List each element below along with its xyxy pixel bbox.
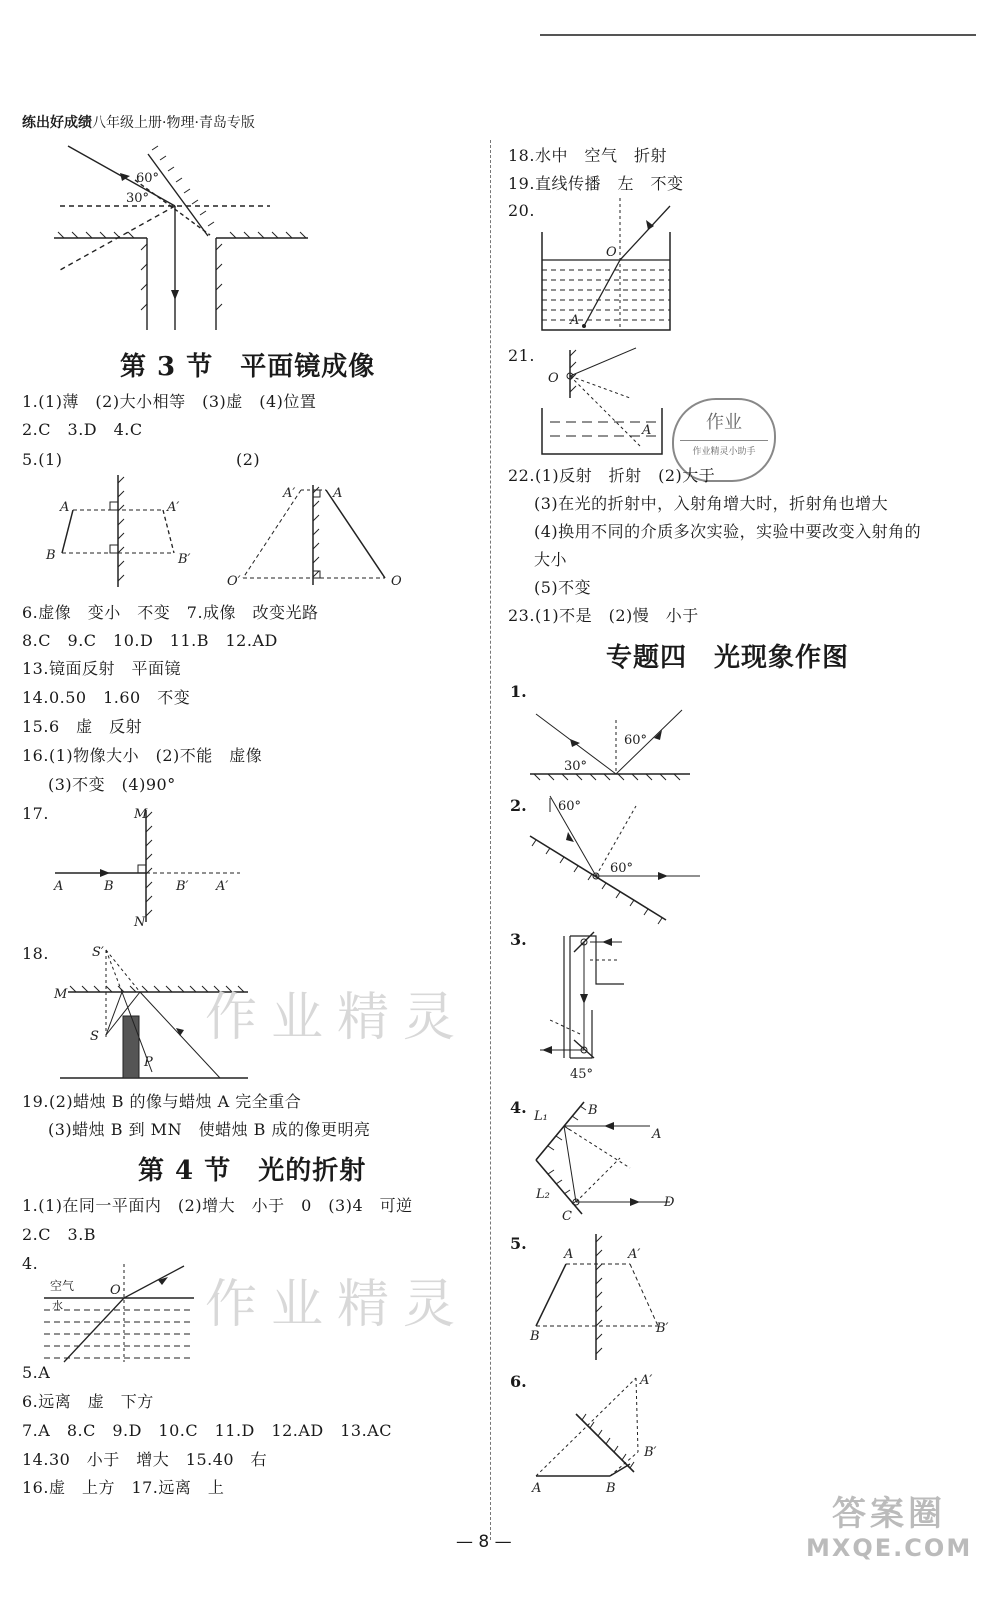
- topic3-45: 45°: [570, 1067, 594, 1082]
- s3-line-14: 19.(2)蜡烛 B 的像与蜡烛 A 完全重合: [22, 1092, 302, 1111]
- s3-line-12: 17.: [22, 804, 49, 823]
- topic4-D: D: [664, 1195, 675, 1210]
- figure-5-1: [40, 475, 210, 595]
- fig20-A: A: [570, 313, 580, 328]
- figure-20: [540, 198, 690, 338]
- header-rest: 八年级上册·物理·青岛专版: [92, 115, 255, 131]
- topic5-Ap: A′: [628, 1247, 641, 1262]
- s3-line-5: 6.虚像 变小 不变 7.成像 改变光路: [22, 603, 319, 622]
- s3-line-6: 8.C 9.C 10.D 11.B 12.AD: [22, 631, 278, 650]
- topic-num-6: 6.: [510, 1372, 527, 1391]
- fig18-Sp: S′: [92, 945, 104, 960]
- topic2-60b: 60°: [610, 861, 634, 876]
- header: [22, 112, 255, 132]
- r-line-9: (5)不变: [534, 578, 592, 597]
- topic6-Bp: B′: [644, 1445, 657, 1460]
- fig5-2-A: A: [333, 486, 343, 501]
- fig5-2-Op: O′: [227, 574, 241, 589]
- fig1-angle-60: 60°: [136, 171, 160, 186]
- topic-num-1: 1.: [510, 682, 527, 701]
- s3-line-3: 5.(1): [22, 450, 63, 469]
- fig18-S: S: [90, 1029, 99, 1044]
- r-line-3: 20.: [508, 201, 535, 220]
- s4-line-7: 14.30 小于 增大 15.40 右: [22, 1450, 268, 1469]
- r-line-4: 21.: [508, 346, 535, 365]
- s3-line-7: 13.镜面反射 平面镜: [22, 659, 181, 678]
- fig17-N: N: [134, 915, 146, 930]
- topic-figure-2: [530, 796, 710, 926]
- r-line-2: 19.直线传播 左 不变: [508, 174, 684, 193]
- topic4-A: A: [652, 1127, 662, 1142]
- fig5-2-Ap: A′: [283, 486, 296, 501]
- topic-figure-5: [530, 1234, 690, 1364]
- watermark-2: 作业精灵: [205, 1275, 470, 1335]
- topic5-B: B: [530, 1329, 540, 1344]
- topic-figure-6: [530, 1372, 690, 1502]
- s4-line-2: 2.C 3.B: [22, 1225, 97, 1244]
- topic1-30: 30°: [564, 759, 588, 774]
- fig5-1-Bp: B′: [178, 552, 191, 567]
- s3-line-1: 1.(1)薄 (2)大小相等 (3)虚 (4)位置: [22, 392, 317, 411]
- header-bold: 练出好成绩: [22, 115, 92, 131]
- section-4-title: 第 4 节 光的折射: [138, 1156, 367, 1186]
- figure-s4-4: [44, 1258, 204, 1368]
- s4-line-4: 5.A: [22, 1363, 51, 1382]
- topic-num-3: 3.: [510, 930, 527, 949]
- s3-line-8: 14.0.50 1.60 不变: [22, 688, 191, 707]
- topic-num-4: 4.: [510, 1098, 527, 1117]
- site-logo-line2: MXQE.COM: [806, 1534, 973, 1562]
- figure-21: [540, 346, 680, 466]
- fig-s4-air: 空气: [50, 1279, 75, 1293]
- fig18-M: M: [54, 987, 68, 1002]
- fig17-A: A: [54, 879, 64, 894]
- topic5-A: A: [564, 1247, 574, 1262]
- watermark-1: 作业精灵: [205, 988, 470, 1048]
- s4-line-1: 1.(1)在同一平面内 (2)增大 小于 0 (3)4 可逆: [22, 1196, 413, 1215]
- topic6-B: B: [606, 1481, 616, 1496]
- s3-line-15: (3)蜡烛 B 到 MN 使蜡烛 B 成的像更明亮: [48, 1120, 371, 1139]
- figure-shaft-mirror: [40, 140, 340, 340]
- r-line-8: 大小: [534, 550, 568, 569]
- s3-line-13: 18.: [22, 944, 49, 963]
- s3-line-4: (2): [236, 450, 261, 469]
- s4-line-5: 6.远离 虚 下方: [22, 1392, 154, 1411]
- fig17-Ap: A′: [216, 879, 229, 894]
- r-line-7: (4)换用不同的介质多次实验，实验中要改变入射角的: [534, 522, 922, 541]
- r-line-10: 23.(1)不是 (2)慢 小于: [508, 606, 699, 625]
- s3-line-2: 2.C 3.D 4.C: [22, 420, 143, 439]
- s4-line-3: 4.: [22, 1254, 39, 1273]
- stamp-bottom: 作业精灵小助手: [680, 440, 768, 457]
- fig5-1-Ap: A′: [167, 500, 180, 515]
- fig17-M: M: [134, 807, 148, 822]
- fig18-P: P: [144, 1055, 153, 1070]
- s4-line-8: 16.虚 上方 17.远离 上: [22, 1478, 225, 1497]
- topic4-L2: L₂: [536, 1187, 550, 1202]
- topic-figure-3: [530, 930, 650, 1090]
- figure-5-2: [225, 475, 415, 595]
- r-line-1: 18.水中 空气 折射: [508, 146, 667, 165]
- topic-num-2: 2.: [510, 796, 527, 815]
- topic4-B: B: [588, 1103, 598, 1118]
- fig5-1-A: A: [60, 500, 70, 515]
- column-divider: [490, 140, 491, 1540]
- topic6-A: A: [532, 1481, 542, 1496]
- topic-title: 专题四 光现象作图: [606, 643, 850, 673]
- fig5-2-O: O: [391, 574, 402, 589]
- s4-line-6: 7.A 8.C 9.D 10.C 11.D 12.AD 13.AC: [22, 1421, 392, 1440]
- r-line-6: (3)在光的折射中，入射角增大时，折射角也增大: [534, 494, 889, 513]
- topic1-60: 60°: [624, 733, 648, 748]
- site-logo: [806, 1494, 972, 1562]
- header-rule: [540, 34, 976, 36]
- stamp-top: 作业: [706, 412, 742, 433]
- fig17-B: B: [104, 879, 114, 894]
- fig1-angle-30: 30°: [126, 191, 150, 206]
- s3-line-9: 15.6 虚 反射: [22, 717, 143, 736]
- fig20-O: O: [606, 245, 617, 260]
- fig-s4-water: 水: [52, 1299, 63, 1312]
- topic6-Ap: A′: [640, 1373, 653, 1388]
- page-number: — 8 —: [456, 1532, 512, 1552]
- s3-line-11: (3)不变 (4)90°: [48, 775, 176, 794]
- figure-17: [40, 800, 260, 930]
- fig21-O: O: [548, 371, 559, 386]
- topic-num-5: 5.: [510, 1234, 527, 1253]
- fig21-A: A: [642, 423, 652, 438]
- site-logo-line1: 答案圈: [832, 1494, 946, 1534]
- topic2-60a: 60°: [558, 799, 582, 814]
- fig17-Bp: B′: [176, 879, 189, 894]
- topic5-Bp: B′: [656, 1321, 669, 1336]
- s3-line-10: 16.(1)物像大小 (2)不能 虚像: [22, 746, 263, 765]
- topic4-C: C: [562, 1209, 572, 1224]
- section-3-title: 第 3 节 平面镜成像: [120, 352, 376, 382]
- fig5-1-B: B: [46, 548, 56, 563]
- topic-figure-4: [530, 1098, 700, 1223]
- fig-s4-O: O: [110, 1283, 121, 1298]
- topic-figure-1: [530, 700, 700, 790]
- r-line-5: 22.(1)反射 折射 (2)大于: [508, 466, 716, 485]
- topic4-L1: L₁: [534, 1109, 548, 1124]
